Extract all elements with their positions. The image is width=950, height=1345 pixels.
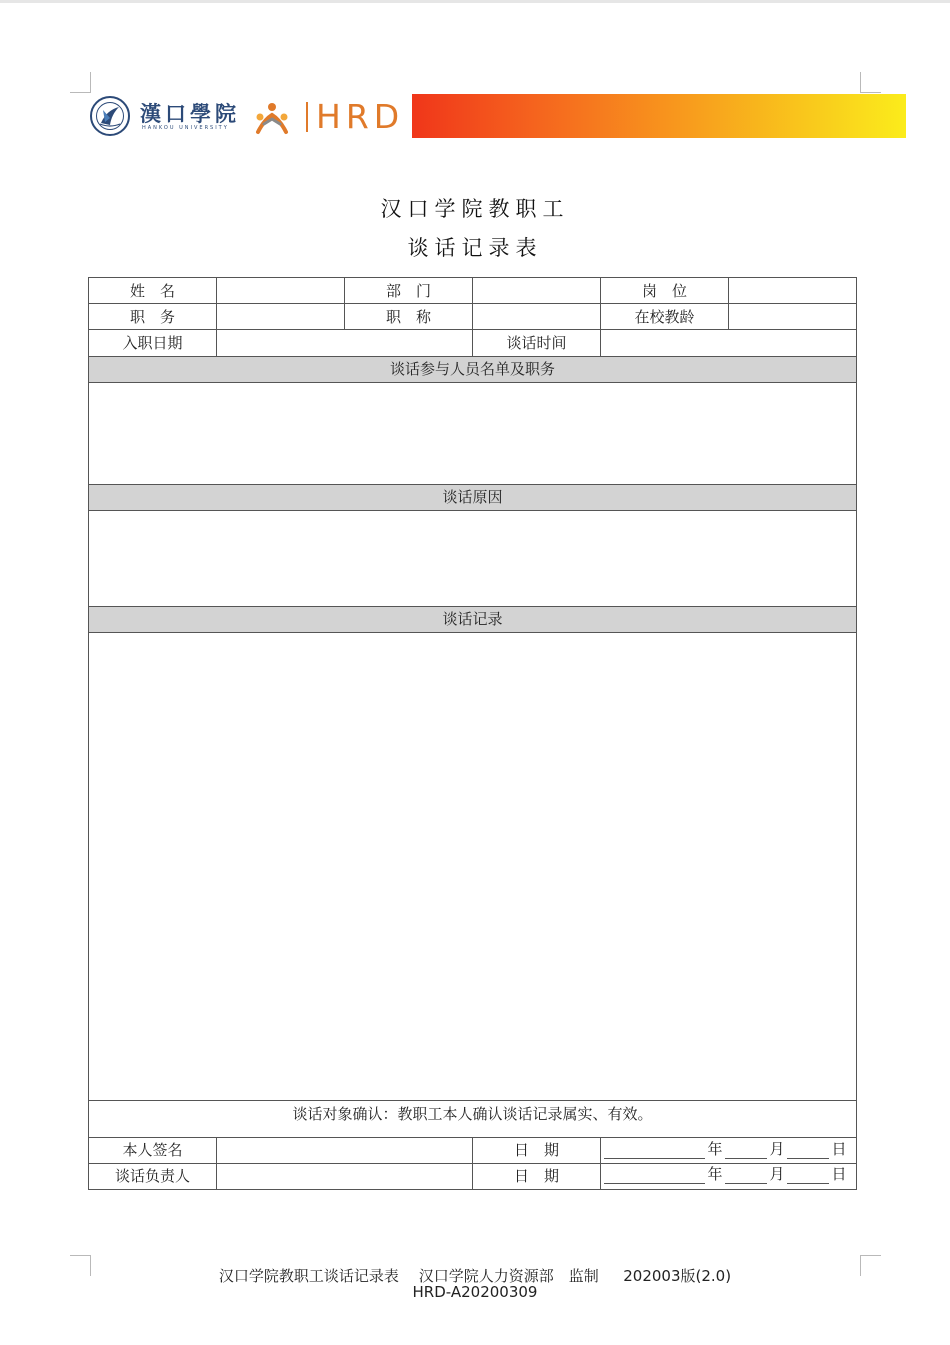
record-header: [89, 606, 856, 633]
day-label: 日: [831, 1140, 847, 1158]
month-label: 月: [769, 1140, 785, 1158]
hrd-logo-icon: [252, 98, 292, 138]
reason-field[interactable]: [89, 511, 856, 606]
document-title-line1: 汉口学院教职工: [380, 197, 570, 221]
school-seal-icon: [90, 96, 130, 136]
signature-label: 本人签名: [122, 1141, 183, 1159]
record-header-label: 谈话记录: [442, 610, 503, 628]
department-field[interactable]: [473, 278, 600, 303]
day-label: 日: [831, 1165, 847, 1183]
department-label: 部 门: [385, 282, 431, 300]
post-label: 岗 位: [641, 282, 687, 300]
year-label: 年: [707, 1165, 723, 1183]
hrd-wordmark: HRD: [316, 97, 405, 136]
name-label: 姓 名: [129, 282, 175, 300]
talk-lead-label: 谈话负责人: [114, 1167, 190, 1185]
duty-field[interactable]: [217, 304, 344, 329]
signature-date-label: 日 期: [513, 1141, 559, 1159]
talk-lead-field[interactable]: [217, 1164, 472, 1189]
crop-mark-top-right: [860, 72, 881, 93]
footer-doc-code: HRD-A20200309: [412, 1283, 538, 1301]
talk-record-form: [88, 277, 857, 1190]
talk-time-label: 谈话时间: [506, 334, 567, 352]
post-field[interactable]: [729, 278, 856, 303]
professional-title-field[interactable]: [473, 304, 600, 329]
year-label: 年: [707, 1140, 723, 1158]
reason-header: [89, 484, 856, 511]
participants-field[interactable]: [89, 383, 856, 484]
hire-date-field[interactable]: [217, 330, 472, 355]
name-field[interactable]: [217, 278, 344, 303]
teaching-years-label: 在校教龄: [634, 308, 695, 326]
signature-field[interactable]: [217, 1138, 472, 1163]
school-name-en: HANKOU UNIVERSITY: [142, 125, 229, 131]
teaching-years-field[interactable]: [729, 304, 856, 329]
confirmation-text: 谈话对象确认：教职工本人确认谈话记录属实、有效。: [292, 1105, 653, 1123]
signature-date-field[interactable]: [601, 1138, 856, 1163]
footer-line1: 汉口学院教职工谈话记录表 汉口学院人力资源部 监制 202003版(2.0): [218, 1267, 732, 1285]
document-header: [88, 94, 906, 140]
duty-label: 职 务: [129, 308, 175, 326]
hrd-divider: [306, 102, 308, 132]
professional-title-label: 职 称: [385, 308, 431, 326]
hire-date-label: 入职日期: [122, 334, 183, 352]
month-label: 月: [769, 1165, 785, 1183]
record-field[interactable]: [89, 633, 856, 1100]
participants-header-label: 谈话参与人员名单及职务: [389, 360, 555, 378]
school-name-cn: 漢口學院: [140, 101, 240, 126]
header-color-band: [412, 94, 906, 138]
document-title-line2: 谈话记录表: [407, 236, 543, 260]
lead-date-label: 日 期: [513, 1167, 559, 1185]
crop-mark-top-left: [70, 72, 91, 93]
reason-header-label: 谈话原因: [442, 488, 503, 506]
page-top-edge: [0, 0, 950, 3]
participants-header: [89, 356, 856, 383]
lead-date-field[interactable]: [601, 1164, 856, 1189]
talk-time-field[interactable]: [601, 330, 856, 355]
